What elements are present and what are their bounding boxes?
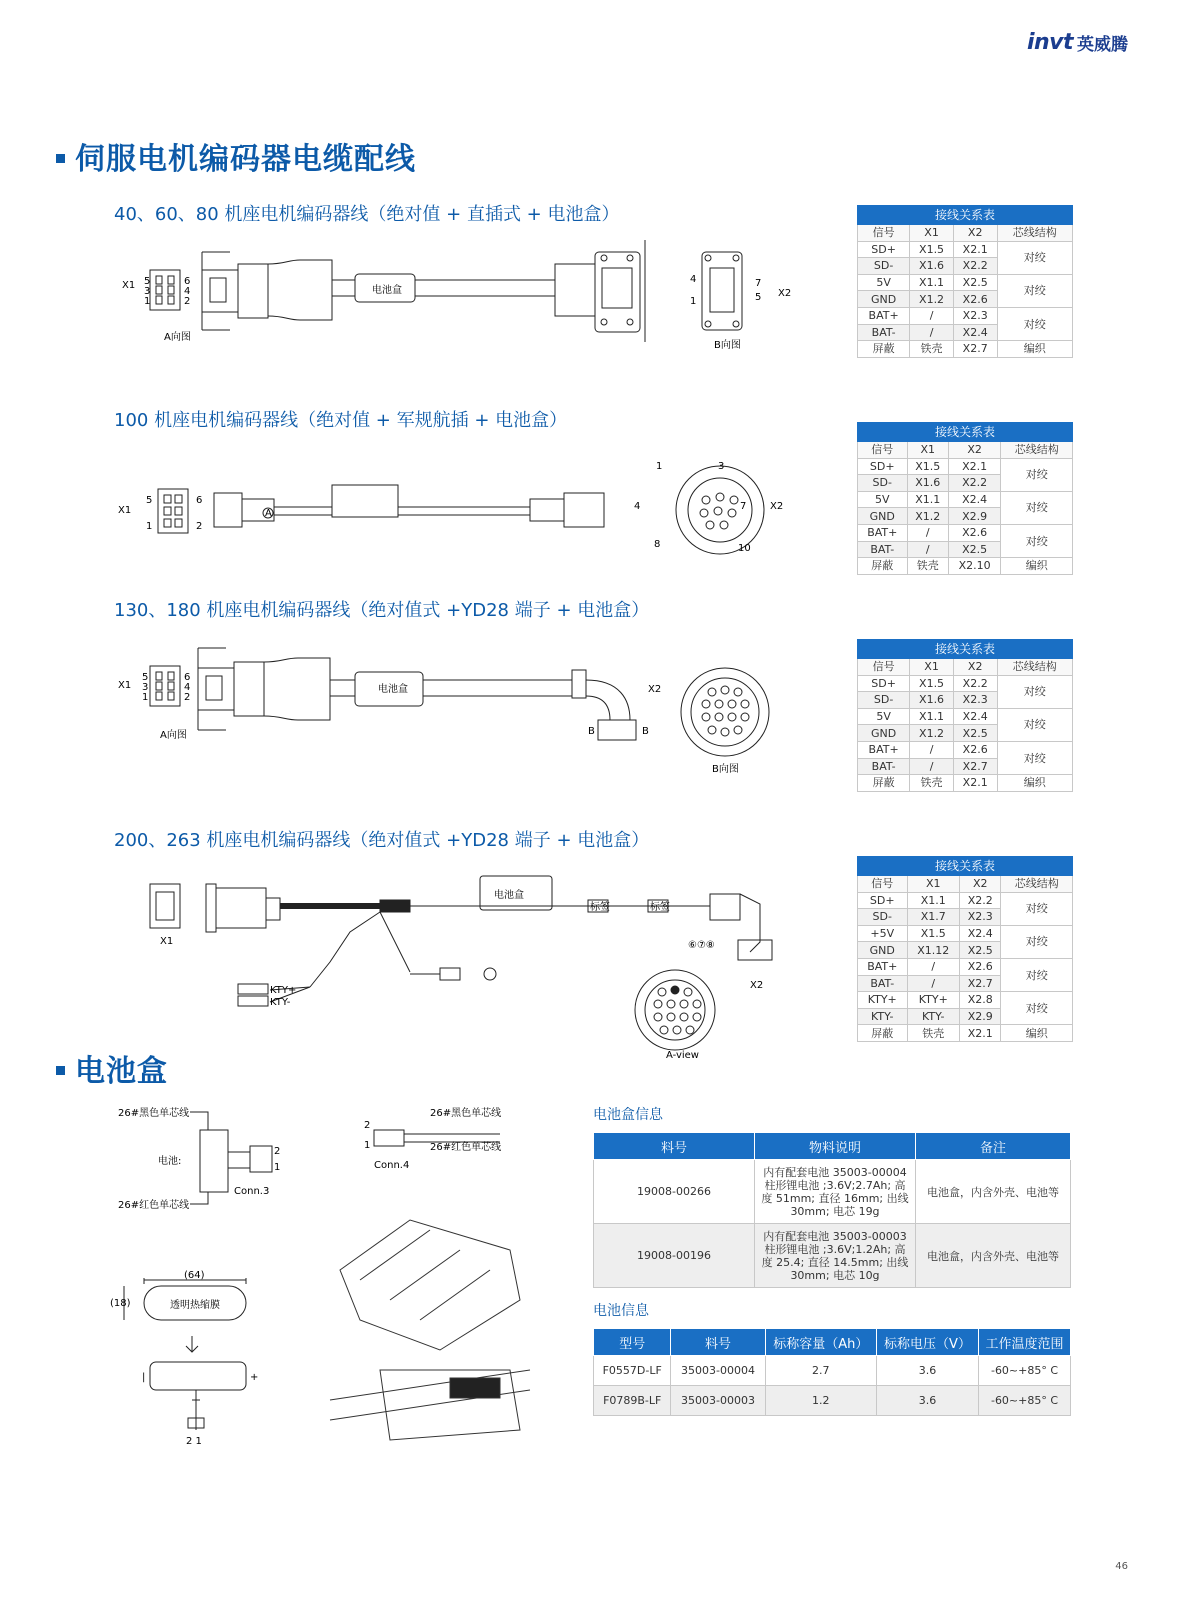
- table-cell-struct: 对绞: [1001, 524, 1073, 557]
- table-cell-struct: 对绞: [1001, 992, 1073, 1025]
- table-cell-struct: 编织: [997, 341, 1072, 358]
- block3-pin-1: 1: [142, 692, 149, 703]
- battery-info-heading: 电池信息: [593, 1303, 649, 1319]
- table-cell: F0557D-LF: [594, 1356, 671, 1386]
- block2-x2-label: X2: [770, 501, 784, 512]
- table-cell: 35003-00003: [671, 1386, 765, 1416]
- table-cell: X2.2: [960, 892, 1001, 909]
- table-cell: X2.3: [960, 909, 1001, 926]
- table-cell: X2.1: [953, 241, 997, 258]
- table-cell: BAT+: [858, 958, 908, 975]
- table-cell: X2.9: [960, 1008, 1001, 1025]
- table-cell: F0789B-LF: [594, 1386, 671, 1416]
- table-cell: -60~+85° C: [979, 1386, 1071, 1416]
- table-cell: SD+: [858, 675, 910, 692]
- table-cell: 屏蔽: [858, 1025, 908, 1042]
- bb-minus: |: [142, 1372, 146, 1383]
- table-cell: /: [907, 975, 960, 992]
- title-marker: [56, 1066, 65, 1075]
- table-header: 信号: [858, 442, 908, 459]
- table-cell: X2.1: [948, 458, 1001, 475]
- section-title-battery-box: [56, 1046, 168, 1090]
- table-cell: X1.1: [910, 274, 954, 291]
- table-cell: X2.3: [953, 307, 997, 324]
- table-cell: X1.2: [907, 508, 948, 525]
- table-cell: 5V: [858, 708, 910, 725]
- table-caption: 接线关系表: [858, 640, 1073, 659]
- block3-pin-5: 5: [142, 672, 149, 683]
- table-caption: 接线关系表: [858, 206, 1073, 225]
- table-cell: X1.1: [907, 491, 948, 508]
- table-cell: X2.3: [953, 692, 997, 709]
- table-cell: 铁壳: [907, 1025, 960, 1042]
- table-cell: 内有配套电池 35003-00004 柱形锂电池 ;3.6V;2.7Ah; 高度 51mm; 直径 16mm; 出线 30mm; 电芯 19g: [755, 1160, 916, 1224]
- block2-pin-b3: 3: [718, 461, 725, 472]
- table-cell: X2.6: [960, 958, 1001, 975]
- bb-pins-21: 2 1: [186, 1436, 202, 1447]
- block2-pin-b7: 7: [740, 501, 747, 512]
- bb-dim-width: (64): [184, 1270, 205, 1281]
- block3-subtitle: 130、180 机座电机编码器线（绝对值式 +YD28 端子 + 电池盒）: [114, 600, 650, 621]
- table-cell: /: [907, 524, 948, 541]
- wiring-table-3: [857, 639, 1073, 792]
- table-header: X2: [960, 876, 1001, 893]
- page-number: 46: [1115, 1561, 1128, 1572]
- table-cell: 1.2: [765, 1386, 876, 1416]
- table-cell: X2.5: [953, 274, 997, 291]
- table-cell: X2.4: [960, 925, 1001, 942]
- brand-logo: [1027, 30, 1128, 55]
- logo-mark: invt: [1026, 30, 1073, 55]
- table-cell-struct: 对绞: [1001, 892, 1073, 925]
- table-cell: /: [910, 758, 954, 775]
- table-cell-struct: 对绞: [997, 307, 1072, 340]
- wiring-table-4: [857, 856, 1073, 1042]
- table-cell: KTY+: [907, 992, 960, 1009]
- table-header: X1: [910, 659, 954, 676]
- block2-subtitle: 100 机座电机编码器线（绝对值 + 军规航插 + 电池盒）: [114, 410, 568, 431]
- table-cell: SD+: [858, 241, 910, 258]
- table-header: 型号: [594, 1329, 671, 1356]
- block1-pin-3: 3: [144, 286, 151, 297]
- block2-x1-label: X1: [118, 505, 132, 516]
- table-cell: /: [910, 307, 954, 324]
- table-header: 信号: [858, 876, 908, 893]
- table-cell: KTY-: [858, 1008, 908, 1025]
- table-cell: 35003-00004: [671, 1356, 765, 1386]
- table-cell: 铁壳: [910, 775, 954, 792]
- block2-pin-1: 1: [146, 521, 153, 532]
- block2-diagram: [110, 455, 810, 565]
- wiring-table-1: [857, 205, 1073, 358]
- table-header: X1: [907, 876, 960, 893]
- block1-diagram: [110, 230, 810, 360]
- table-header: X1: [907, 442, 948, 459]
- table-cell-struct: 对绞: [1001, 958, 1073, 991]
- table-cell: X2.10: [948, 558, 1001, 575]
- block2-pin-b4: 4: [634, 501, 641, 512]
- table-caption: 接线关系表: [858, 857, 1073, 876]
- table-cell: X2.4: [953, 324, 997, 341]
- table-cell: X2.5: [948, 541, 1001, 558]
- block4-subtitle: 200、263 机座电机编码器线（绝对值式 +YD28 端子 + 电池盒）: [114, 830, 650, 851]
- table-cell: BAT+: [858, 741, 910, 758]
- table-cell: X1.12: [907, 942, 960, 959]
- bb-c4-wire-red: 26#红色单芯线: [430, 1142, 502, 1153]
- table-cell: X2.6: [953, 741, 997, 758]
- table-cell-struct: 对绞: [997, 675, 1072, 708]
- block1-pin-5: 5: [144, 276, 151, 287]
- block1-pin-b5: 5: [755, 292, 762, 303]
- table-cell: X2.8: [960, 992, 1001, 1009]
- table-cell: X2.9: [948, 508, 1001, 525]
- bb-wire-black: 26#黑色单芯线: [118, 1108, 190, 1119]
- table-cell: BAT+: [858, 524, 908, 541]
- table-cell: X2.7: [953, 758, 997, 775]
- table-header: 标称电压（V）: [876, 1329, 978, 1356]
- title-marker: [56, 154, 65, 163]
- table-cell: 内有配套电池 35003-00003 柱形锂电池 ;3.6V;1.2Ah; 高度 25.4; 直径 14.5mm; 出线 30mm; 电芯 10g: [755, 1224, 916, 1288]
- table-cell: X2.2: [953, 258, 997, 275]
- bb-conn3: Conn.3: [234, 1186, 270, 1197]
- table-cell: BAT-: [858, 758, 910, 775]
- bb-battery-label: 电池:: [158, 1156, 182, 1167]
- block1-x2-label: X2: [778, 288, 792, 299]
- table-cell: 5V: [858, 274, 910, 291]
- table-cell: GND: [858, 508, 908, 525]
- block3-b-marker-2: B: [642, 726, 649, 737]
- table-cell: X2.5: [953, 725, 997, 742]
- table-header: X2: [948, 442, 1001, 459]
- block4-kty-minus: KTY-: [270, 997, 291, 1008]
- table-cell: 屏蔽: [858, 558, 908, 575]
- table-header: 芯线结构: [997, 659, 1072, 676]
- table-cell: X2.7: [960, 975, 1001, 992]
- table-cell: X1.5: [907, 925, 960, 942]
- block4-diagram: [110, 862, 810, 1062]
- block2-pin-5: 5: [146, 495, 153, 506]
- table-cell: X2.5: [960, 942, 1001, 959]
- block2-a-marker: A: [265, 508, 272, 519]
- table-cell: X1.2: [910, 291, 954, 308]
- table-cell: 电池盒，内含外壳、电池等: [916, 1160, 1071, 1224]
- bb-conn4: Conn.4: [374, 1160, 410, 1171]
- block3-diagram: [110, 640, 810, 780]
- table-cell: X1.2: [910, 725, 954, 742]
- table-cell: 19008-00266: [594, 1160, 755, 1224]
- table-cell: X1.5: [910, 241, 954, 258]
- block1-pin-b1: 1: [690, 296, 697, 307]
- block1-battery-label: 电池盒: [372, 285, 402, 296]
- table-cell: GND: [858, 942, 908, 959]
- block2-pin-b1: 1: [656, 461, 663, 472]
- table-cell-struct: 对绞: [997, 708, 1072, 741]
- block3-a-view: A向图: [160, 730, 187, 741]
- section-title-text: 伺服电机编码器电缆配线: [75, 142, 416, 177]
- table-cell: X1.6: [907, 475, 948, 492]
- table-header: 备注: [916, 1133, 1071, 1160]
- bb-dim-height: (18): [110, 1298, 131, 1309]
- table-cell: SD-: [858, 258, 910, 275]
- table-cell: X2.2: [948, 475, 1001, 492]
- block2-pin-6: 6: [196, 495, 203, 506]
- table-cell: X2.4: [948, 491, 1001, 508]
- table-cell: -60~+85° C: [979, 1356, 1071, 1386]
- table-cell: +5V: [858, 925, 908, 942]
- block4-x2-label: X2: [750, 980, 764, 991]
- block3-x2-label: X2: [648, 684, 662, 695]
- table-cell: X1.6: [910, 692, 954, 709]
- table-header: 信号: [858, 659, 910, 676]
- battery-box-diagram: [110, 1100, 580, 1460]
- table-header: 芯线结构: [1001, 442, 1073, 459]
- block4-tag-2: 标签: [650, 902, 670, 913]
- bb-pin-2: 2: [274, 1146, 281, 1157]
- table-cell: GND: [858, 291, 910, 308]
- table-cell-struct: 编织: [1001, 558, 1073, 575]
- table-header: X1: [910, 225, 954, 242]
- table-cell: SD-: [858, 475, 908, 492]
- block1-pin-2: 2: [184, 296, 191, 307]
- table-cell: X2.1: [953, 775, 997, 792]
- table-cell: X2.2: [953, 675, 997, 692]
- block4-a-view: A-view: [666, 1050, 699, 1061]
- table-cell: SD-: [858, 909, 908, 926]
- table-header: 芯线结构: [997, 225, 1072, 242]
- block1-a-view: A向图: [164, 332, 191, 343]
- block3-pin-4: 4: [184, 682, 191, 693]
- block3-b-marker: B: [588, 726, 595, 737]
- table-cell: X2.1: [960, 1025, 1001, 1042]
- block1-pin-b7: 7: [755, 278, 762, 289]
- table-header: X2: [953, 225, 997, 242]
- table-cell-struct: 对绞: [1001, 458, 1073, 491]
- table-header: 料号: [671, 1329, 765, 1356]
- block2-pin-b8: 8: [654, 539, 661, 550]
- table-cell: X1.6: [910, 258, 954, 275]
- section-title-text: 电池盒: [75, 1054, 168, 1089]
- table-cell: SD+: [858, 458, 908, 475]
- table-header: 芯线结构: [1001, 876, 1073, 893]
- table-cell: 3.6: [876, 1356, 978, 1386]
- battery-box-info-table: [593, 1132, 1071, 1288]
- block1-x1-label: X1: [122, 280, 136, 291]
- table-cell: 铁壳: [910, 341, 954, 358]
- battery-box-info-heading: 电池盒信息: [593, 1107, 663, 1123]
- table-cell: 3.6: [876, 1386, 978, 1416]
- table-cell-struct: 对绞: [997, 274, 1072, 307]
- table-cell-struct: 编织: [1001, 1025, 1073, 1042]
- block3-b-view: B向图: [712, 764, 739, 775]
- block4-tag-1: 标签: [590, 902, 610, 913]
- table-cell-struct: 对绞: [1001, 925, 1073, 958]
- table-caption: 接线关系表: [858, 423, 1073, 442]
- table-cell: KTY-: [907, 1008, 960, 1025]
- table-cell-struct: 编织: [997, 775, 1072, 792]
- block4-pins-678: ⑥⑦⑧: [688, 940, 715, 951]
- block1-pin-b4: 4: [690, 274, 697, 285]
- table-cell: /: [910, 324, 954, 341]
- table-cell: /: [907, 958, 960, 975]
- table-cell-struct: 对绞: [997, 241, 1072, 274]
- table-header: 工作温度范围: [979, 1329, 1071, 1356]
- wiring-table-2: [857, 422, 1073, 575]
- table-cell: X1.7: [907, 909, 960, 926]
- table-header: 标称容量（Ah）: [765, 1329, 876, 1356]
- table-header: 物料说明: [755, 1133, 916, 1160]
- bb-wire-red: 26#红色单芯线: [118, 1200, 190, 1211]
- table-cell: X1.5: [907, 458, 948, 475]
- table-header: 料号: [594, 1133, 755, 1160]
- table-cell: 屏蔽: [858, 341, 910, 358]
- table-header: X2: [953, 659, 997, 676]
- block3-x1-label: X1: [118, 680, 132, 691]
- table-cell: X2.6: [953, 291, 997, 308]
- block3-pin-6: 6: [184, 672, 191, 683]
- logo-cn: 英威腾: [1077, 35, 1128, 55]
- table-cell: X1.5: [910, 675, 954, 692]
- table-cell: X1.1: [907, 892, 960, 909]
- table-cell: 5V: [858, 491, 908, 508]
- table-cell: KTY+: [858, 992, 908, 1009]
- table-cell-struct: 对绞: [1001, 491, 1073, 524]
- table-cell: X1.1: [910, 708, 954, 725]
- block3-battery-label: 电池盒: [378, 684, 408, 695]
- table-cell: BAT-: [858, 541, 908, 558]
- table-cell: X2.4: [953, 708, 997, 725]
- block1-pin-1: 1: [144, 296, 151, 307]
- table-cell: 电池盒，内含外壳、电池等: [916, 1224, 1071, 1288]
- table-cell: GND: [858, 725, 910, 742]
- bb-c4-wire-black: 26#黑色单芯线: [430, 1108, 502, 1119]
- battery-info-table: [593, 1328, 1071, 1416]
- block1-pin-6: 6: [184, 276, 191, 287]
- block4-x1-label: X1: [160, 936, 174, 947]
- table-cell: 屏蔽: [858, 775, 910, 792]
- bb-pin-1: 1: [274, 1162, 281, 1173]
- table-header: 信号: [858, 225, 910, 242]
- table-cell: BAT-: [858, 324, 910, 341]
- block3-pin-2: 2: [184, 692, 191, 703]
- table-cell: BAT-: [858, 975, 908, 992]
- table-cell: 2.7: [765, 1356, 876, 1386]
- bb-c4-pin-1: 1: [364, 1140, 371, 1151]
- table-cell: X2.7: [953, 341, 997, 358]
- table-cell: 19008-00196: [594, 1224, 755, 1288]
- bb-shrink-film: 透明热缩膜: [170, 1300, 220, 1311]
- table-cell: /: [910, 741, 954, 758]
- table-cell-struct: 对绞: [997, 741, 1072, 774]
- table-cell: /: [907, 541, 948, 558]
- block4-kty-plus: KTY+: [270, 985, 297, 996]
- table-cell: SD+: [858, 892, 908, 909]
- block4-battery-label: 电池盒: [494, 890, 524, 901]
- table-cell: BAT+: [858, 307, 910, 324]
- section-title-cables: [56, 134, 416, 178]
- block1-subtitle: 40、60、80 机座电机编码器线（绝对值 + 直插式 + 电池盒）: [114, 204, 620, 225]
- block2-pin-2: 2: [196, 521, 203, 532]
- bb-c4-pin-2: 2: [364, 1120, 371, 1131]
- block1-b-view: B向图: [714, 340, 741, 351]
- bb-plus: +: [250, 1372, 259, 1383]
- block3-pin-3: 3: [142, 682, 149, 693]
- table-cell: 铁壳: [907, 558, 948, 575]
- block1-pin-4: 4: [184, 286, 191, 297]
- table-cell: X2.6: [948, 524, 1001, 541]
- table-cell: SD-: [858, 692, 910, 709]
- block2-pin-b10: 10: [738, 543, 751, 554]
